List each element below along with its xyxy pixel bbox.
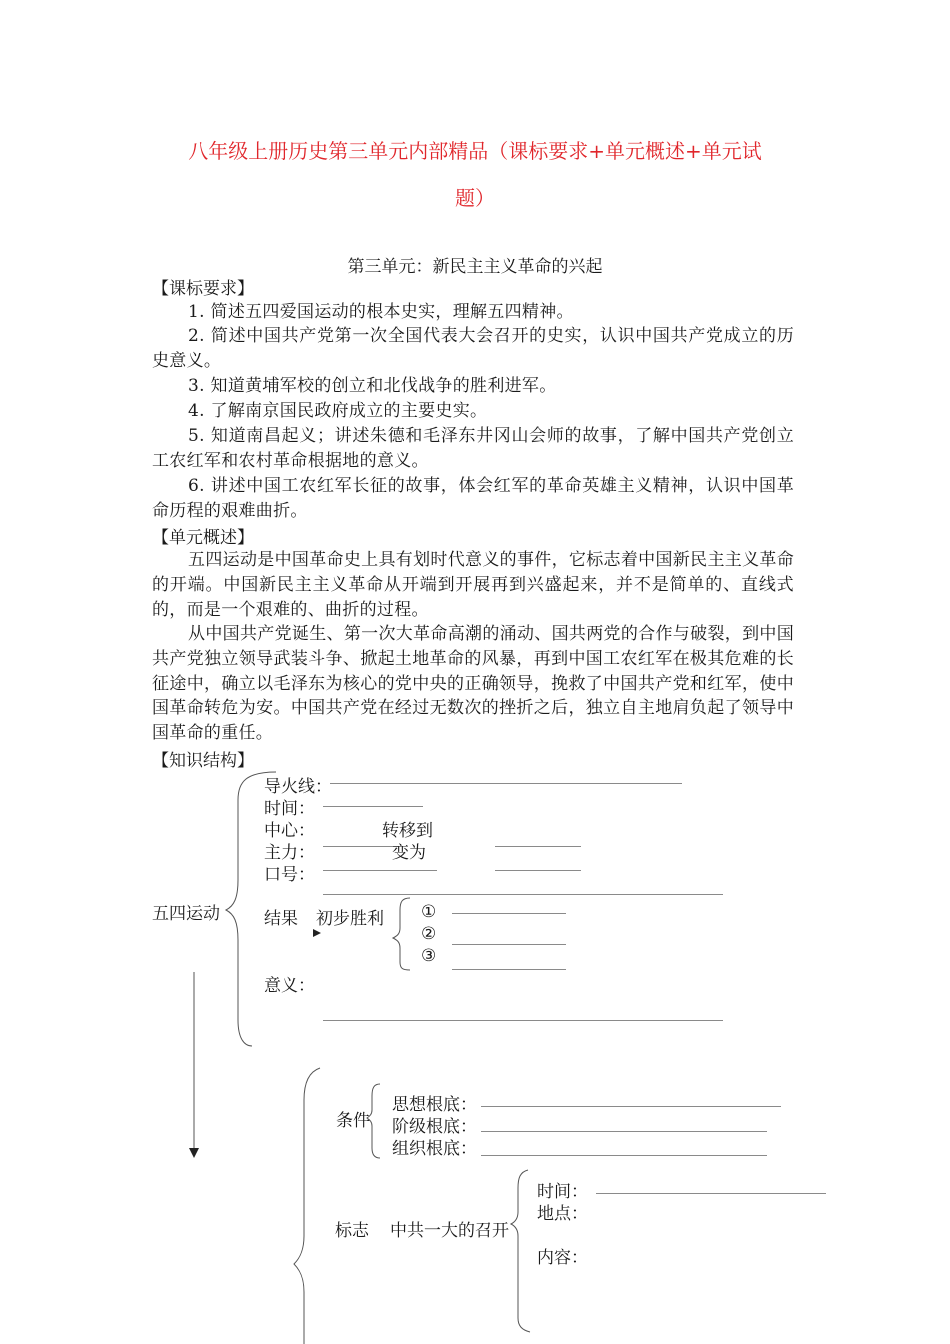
may4-label: 五四运动 bbox=[152, 904, 220, 924]
may4-shift-to: 转移到 bbox=[382, 821, 433, 841]
may4-main-force-label: 主力： bbox=[264, 843, 315, 863]
may4-become: 变为 bbox=[392, 843, 426, 863]
overview-heading: 【单元概述】 bbox=[152, 528, 254, 548]
may4-significance-label: 意义： bbox=[264, 976, 315, 996]
may4-preliminary-victory: 初步胜利 bbox=[316, 909, 384, 929]
overview-paragraph-2: 从中国共产党诞生、第一次大革命高潮的涌动、国共两党的合作与破裂，到中国共产党独立领导武装斗争、掀起土地革命的风暴，再到中国工农红军在极其危难的长征途中，确立以毛泽东为核心的党中央的正确领导，挽救了中国共产党和红军，使中国革命转危为安。中国共产党在经过无数次的挫折之后，独立自主地肩负起了领导中国革命的重任。 bbox=[152, 624, 794, 744]
curriculum-item-1: 1. 简述五四爱国运动的根本史实，理解五四精神。 bbox=[188, 302, 574, 322]
structure-heading: 【知识结构】 bbox=[152, 751, 254, 771]
document-title-line1: 八年级上册历史第三单元内部精品（课标要求+单元概述+单元试 bbox=[188, 139, 762, 163]
cpc-organization-label: 组织根底： bbox=[392, 1139, 477, 1159]
document-title-line2: 题） bbox=[455, 186, 495, 210]
may4-fuse-blank bbox=[330, 783, 682, 784]
cpc-class-label: 阶级根底： bbox=[392, 1117, 477, 1137]
may4-time-label: 时间： bbox=[264, 799, 315, 819]
curriculum-item-4: 4. 了解南京国民政府成立的主要史实。 bbox=[188, 401, 488, 421]
cpc-organization-blank bbox=[481, 1155, 767, 1156]
cpc-mark-label: 标志 bbox=[335, 1221, 369, 1241]
down-arrow-head bbox=[189, 1148, 199, 1158]
may4-force-to-blank bbox=[495, 870, 581, 871]
curriculum-heading: 【课标要求】 bbox=[152, 279, 254, 299]
may4-center-to-blank bbox=[495, 846, 581, 847]
cpc-class-blank bbox=[481, 1131, 767, 1132]
cpc-time-label: 时间： bbox=[537, 1182, 588, 1202]
may4-fuse-label: 导火线： bbox=[264, 777, 332, 797]
may4-result-label: 结果 bbox=[264, 909, 298, 929]
curriculum-item-3: 3. 知道黄埔军校的创立和北伐战争的胜利进军。 bbox=[188, 376, 557, 396]
curriculum-item-2: 2. 简述中国共产党第一次全国代表大会召开的史实，认识中国共产党成立的历史意义。 bbox=[152, 326, 794, 371]
may4-result-2-blank bbox=[452, 944, 566, 945]
may4-result-2-marker: ② bbox=[421, 924, 437, 944]
may4-slogan-blank bbox=[323, 894, 723, 895]
cpc-time-blank bbox=[596, 1193, 826, 1194]
may4-center-from-blank bbox=[323, 846, 398, 847]
curriculum-item-5: 5. 知道南昌起义；讲述朱德和毛泽东井冈山会师的故事，了解中国共产党创立工农红军和农村革命根据地的意义。 bbox=[152, 426, 794, 471]
may4-slogan-label: 口号： bbox=[264, 865, 315, 885]
cpc-place-label: 地点： bbox=[537, 1204, 588, 1224]
curriculum-item-6: 6. 讲述中国工农红军长征的故事，体会红军的革命英雄主义精神，认识中国革命历程的艰难曲折。 bbox=[152, 476, 794, 521]
may4-result-1-blank bbox=[452, 913, 566, 914]
cpc-congress-label: 中共一大的召开 bbox=[390, 1221, 509, 1241]
may4-result-1-marker: ① bbox=[421, 902, 437, 922]
overview-paragraph-1: 五四运动是中国革命史上具有划时代意义的事件，它标志着中国新民主主义革命的开端。中国新民主主义革命从开端到开展再到兴盛起来，并不是简单的、直线式的，而是一个艰难的、曲折的过程。 bbox=[152, 550, 794, 620]
may4-force-from-blank bbox=[323, 870, 437, 871]
may4-result-3-marker: ③ bbox=[421, 946, 437, 966]
may4-result-3-blank bbox=[452, 969, 566, 970]
may4-center-label: 中心： bbox=[264, 821, 315, 841]
may4-time-blank bbox=[323, 806, 423, 807]
cpc-ideology-label: 思想根底： bbox=[392, 1095, 477, 1115]
cpc-conditions-label: 条件 bbox=[336, 1111, 370, 1131]
may4-significance-blank bbox=[323, 1020, 723, 1021]
cpc-content-label: 内容： bbox=[537, 1248, 588, 1268]
cpc-ideology-blank bbox=[481, 1106, 781, 1107]
unit-title: 第三单元：新民主主义革命的兴起 bbox=[347, 257, 603, 277]
result-arrow-head bbox=[313, 929, 321, 937]
